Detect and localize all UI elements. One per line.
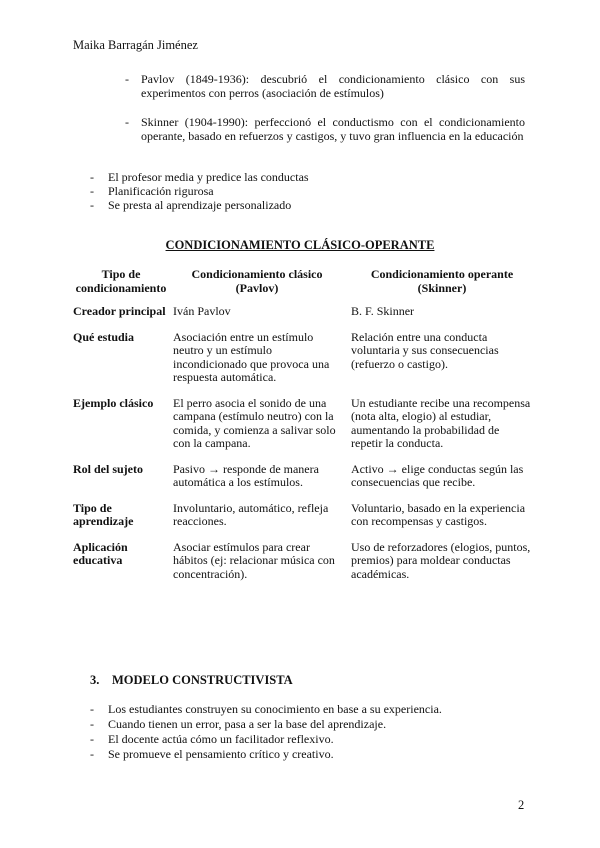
behaviorism-points-list xyxy=(90,170,530,212)
table-row xyxy=(73,541,533,594)
list-item: - Se presta al aprendizaje personalizado xyxy=(90,198,530,212)
table-cell: Activo → elige conductas según las consecuencias que recibe. xyxy=(351,461,524,489)
row-header: Tipo de aprendizaje xyxy=(73,500,134,528)
table-cell: Un estudiante recibe una recompensa (nota alta, elogio) al estudiar, aumentando la probabilidad de repetir la conducta. xyxy=(351,395,531,450)
column-header: Condicionamiento clásico (Pavlov) xyxy=(191,267,323,295)
page-number: 2 xyxy=(518,798,525,812)
column-header: Condicionamiento operante (Skinner) xyxy=(370,267,514,295)
conditioning-comparison-table xyxy=(73,268,533,593)
row-header: Rol del sujeto xyxy=(73,461,143,476)
list-item-pavlov: - Pavlov (1849-1936): descubrió el condicionamiento clásico con sus experimentos con perros (asociación de estímulos) xyxy=(125,72,525,100)
section-title-text: MODELO CONSTRUCTIVISTA xyxy=(112,673,293,687)
table-cell: Pasivo → responde de manera automática a los estímulos. xyxy=(173,461,319,489)
table-cell: Voluntario, basado en la experiencia con recompensas y castigos. xyxy=(351,500,526,528)
table-row xyxy=(73,397,533,463)
list-item-skinner: - Skinner (1904-1990): perfeccionó el conductismo con el condicionamiento operante, basado en refuerzos y castigos, y tuvo gran influencia en la educación xyxy=(125,115,525,143)
list-item: - Planificación rigurosa xyxy=(90,184,530,198)
column-header: Tipo de condicionamiento xyxy=(75,267,167,295)
constructivism-points-list xyxy=(90,702,530,762)
table-cell: Uso de reforzadores (elogios, puntos, premios) para moldear conductas académicas. xyxy=(351,539,531,581)
page-header-author: Maika Barragán Jiménez xyxy=(73,38,198,52)
row-header: Ejemplo clásico xyxy=(73,395,154,410)
list-item: - El profesor media y predice las conductas xyxy=(90,170,530,184)
section-heading xyxy=(90,673,293,688)
table-row xyxy=(73,463,533,502)
table-row xyxy=(73,331,533,397)
row-header: Qué estudia xyxy=(73,329,135,344)
table-header-row xyxy=(73,268,533,305)
list-item: - Se promueve el pensamiento crítico y creativo. xyxy=(90,747,530,762)
list-item: - Los estudiantes construyen su conocimiento en base a su experiencia. xyxy=(90,702,530,717)
historical-figures-list xyxy=(125,72,525,143)
table-row xyxy=(73,305,533,331)
table-cell: El perro asocia el sonido de una campana (estímulo neutro) con la comida, y comienza a salivar solo con la campana. xyxy=(173,395,336,450)
row-header: Creador principal xyxy=(73,304,166,318)
section-number: 3. xyxy=(90,673,100,687)
row-header: Aplicación educativa xyxy=(73,539,128,567)
table-cell: Relación entre una conducta voluntaria y sus consecuencias (refuerzo o castigo). xyxy=(351,329,499,371)
table-title: CONDICIONAMIENTO CLÁSICO-OPERANTE xyxy=(165,238,435,252)
table-row xyxy=(73,502,533,541)
list-item: - El docente actúa cómo un facilitador reflexivo. xyxy=(90,732,530,747)
table-cell: Asociar estímulos para crear hábitos (ej: relacionar música con concentración). xyxy=(173,539,335,581)
table-cell: Iván Pavlov xyxy=(173,304,231,318)
table-cell: B. F. Skinner xyxy=(351,304,415,318)
table-cell: Asociación entre un estímulo neutro y un estímulo incondicionado que provoca una respuesta automática. xyxy=(173,329,330,384)
list-item: - Cuando tienen un error, pasa a ser la base del aprendizaje. xyxy=(90,717,530,732)
table-cell: Involuntario, automático, refleja reacciones. xyxy=(173,500,329,528)
